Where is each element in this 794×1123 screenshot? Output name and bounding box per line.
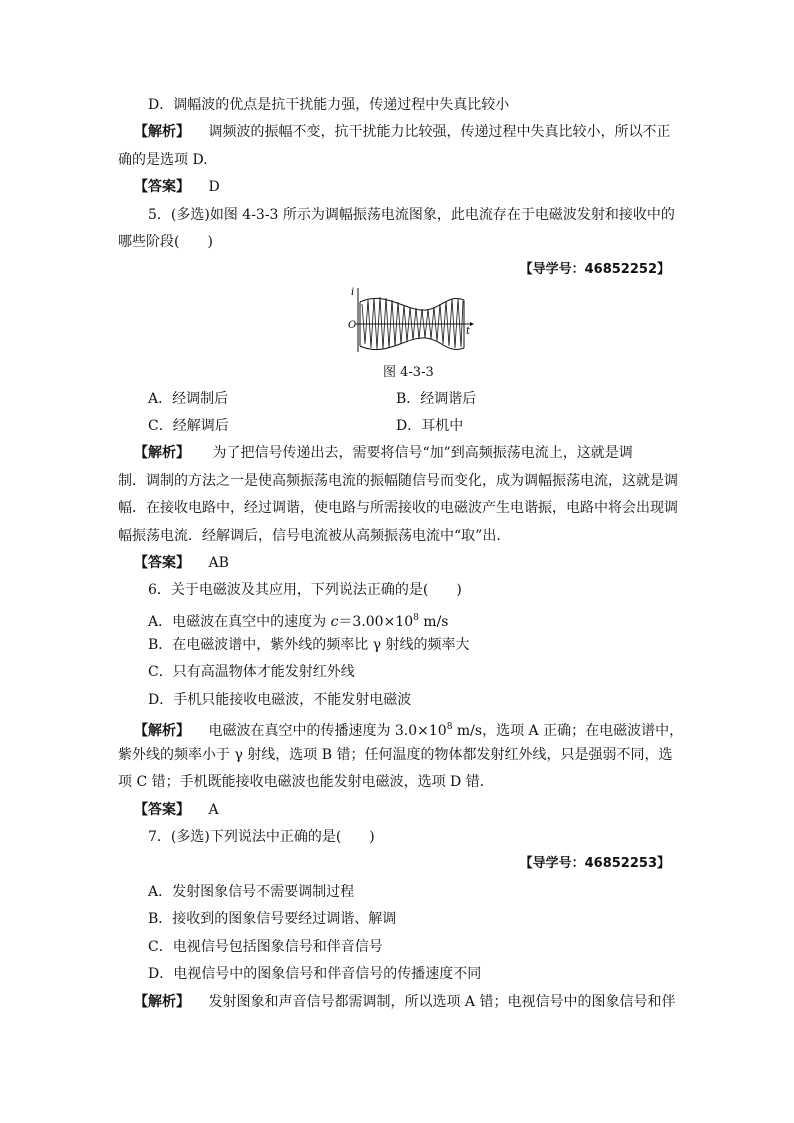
q6-option-d: D．手机只能接收电磁波，不能发射电磁波 <box>148 692 412 708</box>
analysis-block-prev <box>134 122 670 142</box>
am-oscillation-figure <box>346 284 476 356</box>
q5-stem-cont: 哪些阶段( ) <box>118 234 213 250</box>
q5-analysis-line3: 幅．在接收电路中，经过调谐，使电路与所需接收的电磁波产生电谐振，电路中将会出现调 <box>118 500 678 516</box>
q7-option-a: A．发射图象信号不需要调制过程 <box>148 884 355 900</box>
q6-answer <box>134 800 219 820</box>
upper-envelope <box>360 298 464 310</box>
carrier-wave <box>362 297 463 349</box>
x-axis-arrow <box>470 322 474 326</box>
option-d-prev: D．调幅波的优点是抗干扰能力强，传递过程中失真比较小 <box>148 97 510 113</box>
q7-option-c: C．电视信号包括图象信号和伴音信号 <box>148 939 383 955</box>
q6-option-a <box>148 608 449 632</box>
q7-analysis <box>134 992 675 1012</box>
q6-option-a-var: c <box>330 614 339 630</box>
q6-analysis-line2: 紫外线的频率小于 γ 射线，选项 B 错；任何温度的物体都发射红外线，只是强弱不同，选 <box>118 747 673 763</box>
q6-option-a-exp: 8 <box>413 613 419 623</box>
q5-option-a: A．经调制后 <box>148 391 229 407</box>
x-axis-label: t <box>466 326 471 337</box>
analysis-text: 为了把信号传递出去，需要将信号“加”到高频振荡电流上，这就是调 <box>212 445 633 461</box>
q6-option-a-value: ＝3.00×10 <box>338 614 414 630</box>
q6-option-a-text: A．电磁波在真空中的速度为 <box>148 614 331 630</box>
analysis-tag: 【解析】 <box>134 723 190 739</box>
q6-analysis-line3: 项 C 错；手机既能接收电磁波也能发射电磁波，选项 D 错． <box>118 774 494 790</box>
q7-option-d: D．电视信号中的图象信号和伴音信号的传播速度不同 <box>148 966 482 982</box>
answer-tag: 【答案】 <box>134 555 190 571</box>
answer-value: A <box>208 802 219 818</box>
analysis-text: 发射图象和声音信号都需调制，所以选项 A 错；电视信号中的图象信号和伴 <box>208 994 676 1010</box>
q5-analysis-line2: 制．调制的方法之一是使高频振荡电流的振幅随信号而变化，成为调幅振荡电流，这就是调 <box>118 473 678 489</box>
q5-stem: 5．(多选)如图 4-3-3 所示为调幅振荡电流图象，此电流存在于电磁波发射和接收中的 <box>148 207 675 223</box>
analysis-text: 调频波的振幅不变，抗干扰能力比较强，传递过程中失真比较小，所以不正 <box>208 124 671 140</box>
q5-answer <box>134 553 229 573</box>
q6-option-a-unit: m/s <box>418 614 449 630</box>
q5-analysis <box>134 443 633 463</box>
analysis-tag: 【解析】 <box>134 994 190 1010</box>
q6-analysis <box>134 717 683 741</box>
figure-caption: 图 4-3-3 <box>383 365 434 380</box>
analysis-tag: 【解析】 <box>134 445 190 461</box>
analysis-text-pre: 电磁波在真空中的传播速度为 3.0×10 <box>208 723 447 739</box>
analysis-tag: 【解析】 <box>134 124 190 140</box>
q6-option-b: B．在电磁波谱中，紫外线的频率比 γ 射线的频率大 <box>148 637 470 653</box>
answer-tag: 【答案】 <box>134 802 190 818</box>
q7-stem: 7．(多选)下列说法中正确的是( ) <box>148 829 375 845</box>
q5-option-b: B．经调谐后 <box>396 391 477 407</box>
y-axis-label: i <box>351 287 355 298</box>
q6-option-c: C．只有高温物体才能发射红外线 <box>148 664 355 680</box>
origin-label: O <box>348 320 357 331</box>
q7-option-b: B．接收到的图象信号要经过调谐、解调 <box>148 911 397 927</box>
q7-daoxue-number: 【导学号：46852253】 <box>519 856 670 871</box>
answer-value: D <box>208 179 220 195</box>
q5-option-c: C．经解调后 <box>148 418 229 434</box>
analysis-exp: 8 <box>446 722 453 732</box>
analysis-text-post: m/s，选项 A 正确；在电磁波谱中， <box>452 723 684 739</box>
answer-value: AB <box>208 555 229 571</box>
analysis-text-cont: 确的是选项 D. <box>118 152 208 168</box>
answer-tag: 【答案】 <box>134 179 190 195</box>
q5-option-d: D．耳机中 <box>396 418 464 434</box>
q5-analysis-line4: 幅振荡电流．经解调后，信号电流被从高频振荡电流中“取”出． <box>118 528 511 544</box>
answer-block-prev <box>134 177 220 197</box>
q6-stem: 6．关于电磁波及其应用，下列说法正确的是( ) <box>148 582 462 598</box>
q5-daoxue-number: 【导学号：46852252】 <box>519 262 670 277</box>
